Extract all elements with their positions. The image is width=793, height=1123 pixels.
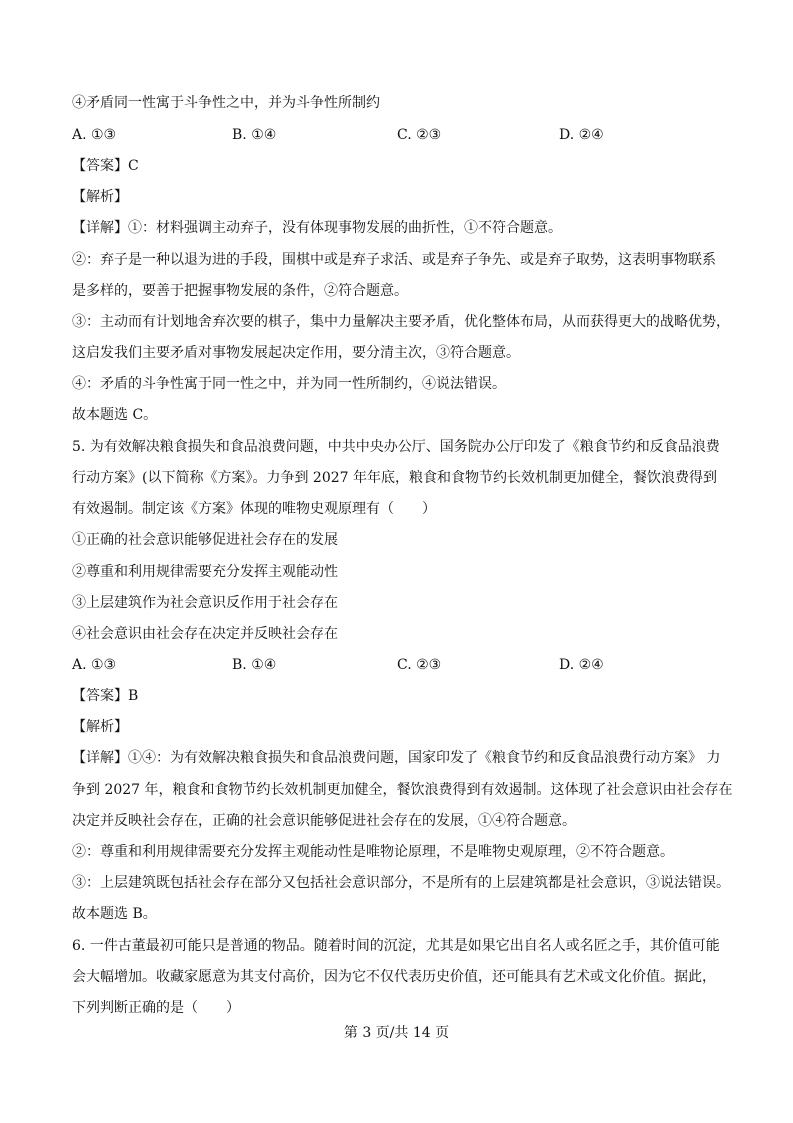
q4-option-d: D. ②④ <box>559 127 604 143</box>
q4-explanation-line: 是多样的，要善于把握事物发展的条件，②符合题意。 <box>72 283 408 299</box>
q5-option-d: D. ②④ <box>559 657 604 673</box>
q5-options <box>72 655 632 675</box>
q4-explanation-line: 【详解】①：材料强调主动弃子，没有体现事物发展的曲折性，①不符合题意。 <box>72 220 562 236</box>
q4-explanation-line: ③：主动而有计划地舍弃次要的棋子，集中力量解决主要矛盾，优化整体布局，从而获得更大的战略优势， <box>72 314 730 330</box>
q4-option-c: C. ②③ <box>397 127 442 143</box>
q5-stem-line: 5. 为有效解决粮食损失和食品浪费问题，中共中央办公厅、国务院办公厅印发了《粮食节约和反食品浪费 <box>72 439 720 455</box>
q5-conclusion: 故本题选 B。 <box>72 906 157 922</box>
q5-explanation-line: 【详解】①④：为有效解决粮食损失和食品浪费问题，国家印发了《粮食节约和反食品浪费行动方案》 力 <box>72 750 721 766</box>
q5-explanation-line: 决定并反映社会存在，正确的社会意识能够促进社会存在的发展，①④符合题意。 <box>72 813 576 829</box>
q4-answer: 【答案】C <box>72 158 139 174</box>
q5-analysis-heading: 【解析】 <box>72 719 128 735</box>
q5-explanation-line: ③：上层建筑既包括社会存在部分又包括社会意识部分，不是所有的上层建筑都是社会意识，③说法错误。 <box>72 875 730 891</box>
q6-stem-line: 会大幅增加。收藏家愿意为其支付高价，因为它不仅代表历史价值，还可能具有艺术或文化价值。据此， <box>72 969 716 985</box>
q5-explanation-line: ②：尊重和利用规律需要充分发挥主观能动性是唯物论原理，不是唯物史观原理，②不符合题意。 <box>72 844 674 860</box>
q5-statement-4: ④社会意识由社会存在决定并反映社会存在 <box>72 626 338 642</box>
q4-option-b: B. ①④ <box>232 127 277 143</box>
q5-explanation-line: 争到 2027 年，粮食和食物节约长效机制更加健全，餐饮浪费得到有效遏制。这体现了社会意识由社会存在 <box>72 782 733 798</box>
q4-explanation-line: ②：弃子是一种以退为进的手段，围棋中或是弃子求活、或是弃子争先、或是弃子取势，这表明事物联系 <box>72 252 716 268</box>
q4-explanation-line: ④：矛盾的斗争性寓于同一性之中，并为同一性所制约，④说法错误。 <box>72 376 506 392</box>
q4-option-a: A. ①③ <box>72 127 117 143</box>
q6-stem-line: 下列判断正确的是（ ） <box>72 1000 240 1016</box>
q5-answer: 【答案】B <box>72 688 139 704</box>
q5-option-c: C. ②③ <box>397 657 442 673</box>
q5-statement-2: ②尊重和利用规律需要充分发挥主观能动性 <box>72 564 338 580</box>
q5-statement-3: ③上层建筑作为社会意识反作用于社会存在 <box>72 595 338 611</box>
q4-analysis-heading: 【解析】 <box>72 189 128 205</box>
q5-stem-line: 有效遏制。制定该《方案》体现的唯物史观原理有（ ） <box>72 501 436 517</box>
q4-options <box>72 125 632 145</box>
q5-stem-line: 行动方案》(以下简称《方案》。力争到 2027 年年底，粮食和食物节约长效机制更加健全，餐饮浪费得到 <box>72 470 717 486</box>
q4-explanation-line: 这启发我们主要矛盾对事物发展起决定作用，要分清主次，③符合题意。 <box>72 345 520 361</box>
q5-option-b: B. ①④ <box>232 657 277 673</box>
q5-statement-1: ①正确的社会意识能够促进社会存在的发展 <box>72 532 338 548</box>
q5-option-a: A. ①③ <box>72 657 117 673</box>
q4-statement-4: ④矛盾同一性寓于斗争性之中，并为斗争性所制约 <box>72 95 380 111</box>
q4-conclusion: 故本题选 C。 <box>72 407 158 423</box>
page-footer: 第 3 页/共 14 页 <box>343 1025 450 1041</box>
q6-stem-line: 6. 一件古董最初可能只是普通的物品。随着时间的沉淀，尤其是如果它出自名人或名匠之手，其价值可能 <box>72 938 720 954</box>
